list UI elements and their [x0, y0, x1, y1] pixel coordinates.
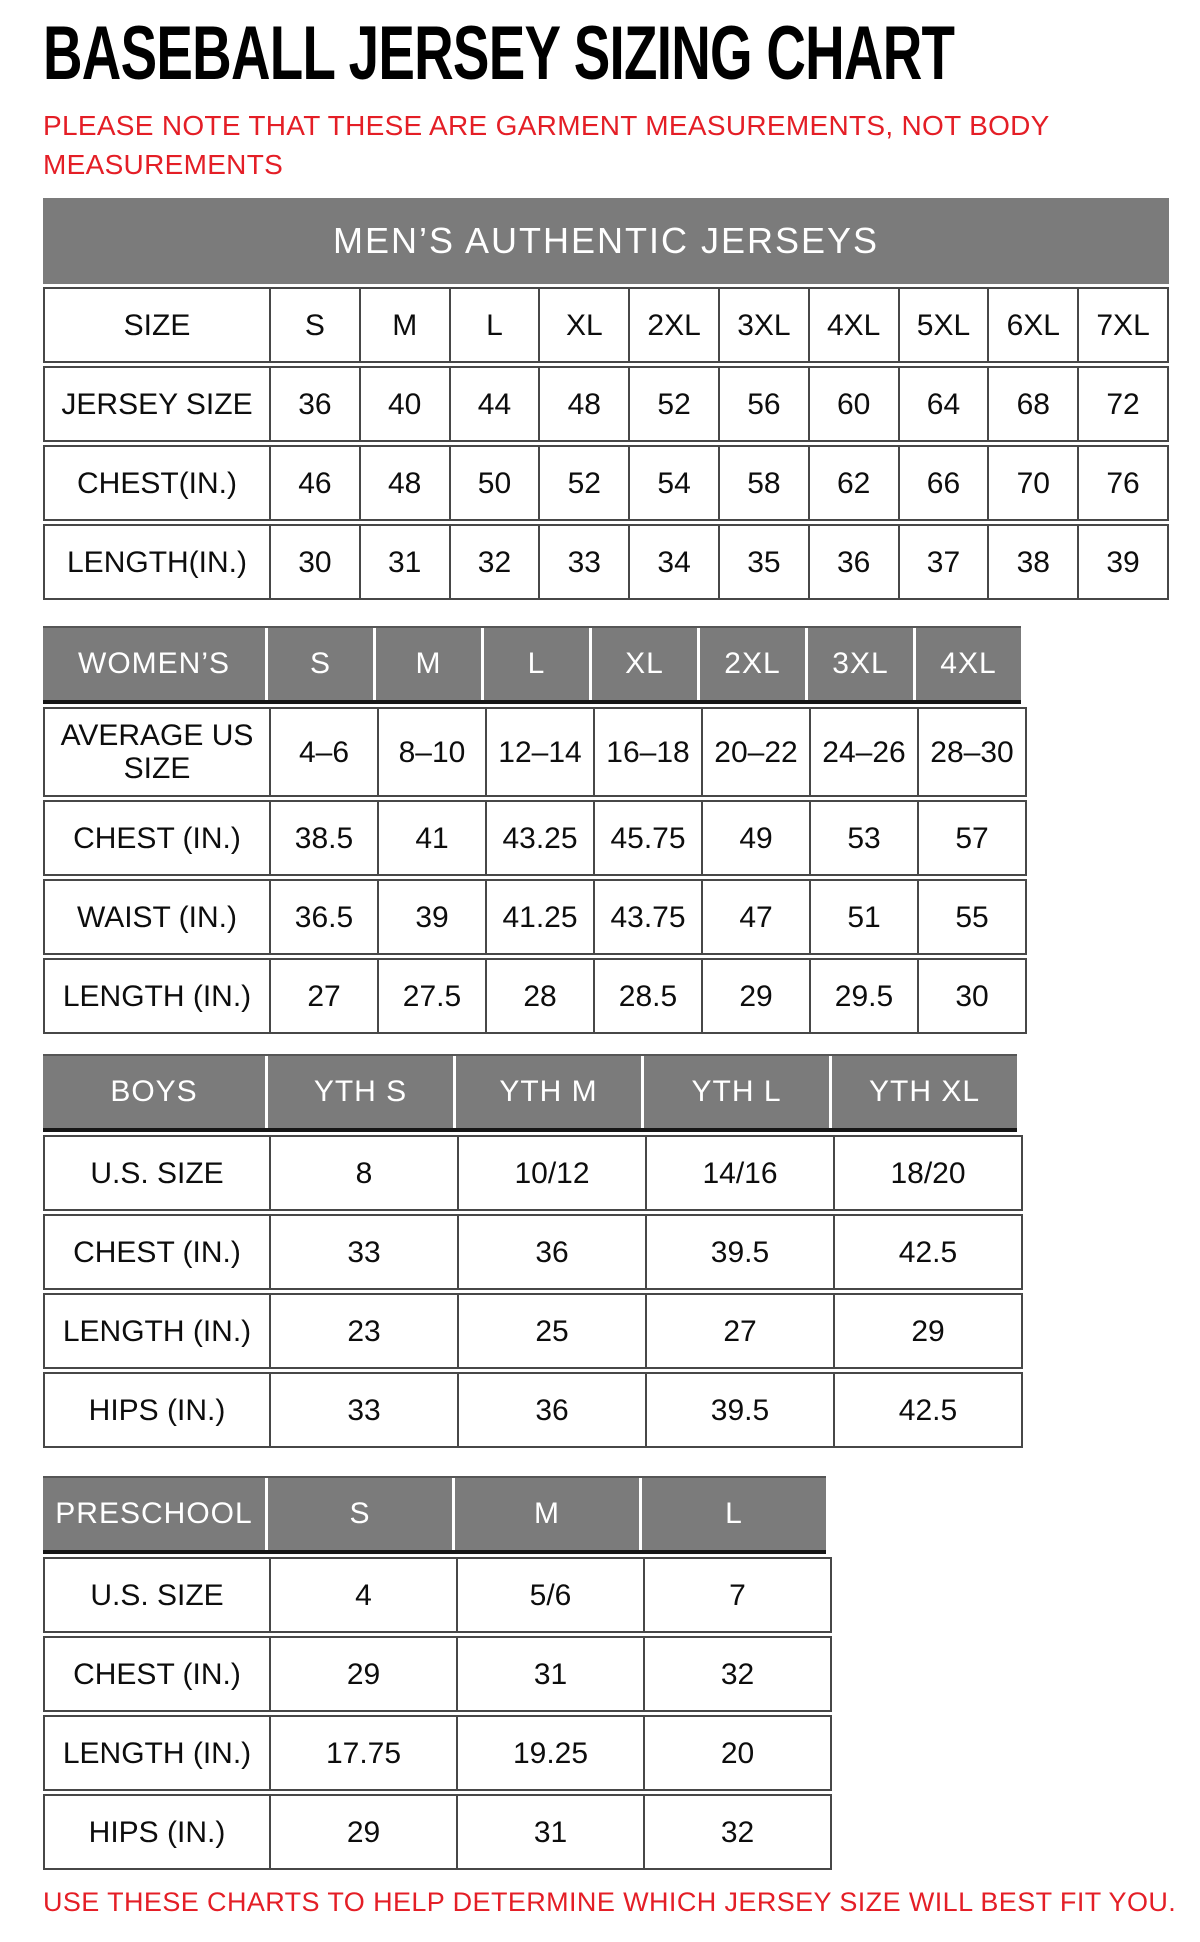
cell-value: 29.5: [809, 960, 917, 1032]
cell-value: 33: [269, 1216, 457, 1288]
cell-value: 57: [917, 802, 1025, 874]
boys-row-0: [43, 1135, 1023, 1211]
womens-row-2: [43, 879, 1027, 955]
cell-value: 55: [917, 881, 1025, 953]
mens-row-0: [43, 287, 1169, 363]
cell-value: 52: [538, 447, 628, 519]
cell-value: 29: [833, 1295, 1021, 1367]
cell-value: 58: [718, 447, 808, 519]
preschool-header-row: [43, 1476, 826, 1554]
cell-value: 36: [808, 526, 898, 598]
boys-sizing-table: [43, 1054, 1023, 1448]
cell-value: 29: [269, 1796, 456, 1868]
column-header: XL: [592, 628, 697, 700]
cell-value: 7: [643, 1559, 830, 1631]
cell-value: 39.5: [645, 1374, 833, 1446]
cell-value: 36.5: [269, 881, 377, 953]
cell-value: 33: [538, 526, 628, 598]
row-label: CHEST (IN.): [73, 1657, 241, 1691]
cell-value: 19.25: [456, 1717, 643, 1789]
womens-row-3: [43, 958, 1027, 1034]
cell-value: 5XL: [898, 289, 988, 361]
cell-value: 7XL: [1077, 289, 1167, 361]
cell-value: 56: [718, 368, 808, 440]
row-label: LENGTH(IN.): [67, 545, 247, 579]
cell-value: 51: [809, 881, 917, 953]
row-label: LENGTH (IN.): [62, 1314, 252, 1348]
column-header: YTH S: [268, 1056, 453, 1128]
column-header: L: [642, 1478, 826, 1550]
row-label: CHEST (IN.): [73, 821, 241, 855]
cell-value: M: [359, 289, 449, 361]
womens-header-row: [43, 626, 1021, 704]
cell-value: 31: [456, 1796, 643, 1868]
cell-value: 27.5: [377, 960, 485, 1032]
cell-value: XL: [538, 289, 628, 361]
cell-value: 42.5: [833, 1374, 1021, 1446]
mens-authentic-jerseys-table: [43, 198, 1169, 600]
preschool-row-2: [43, 1715, 832, 1791]
cell-value: 29: [269, 1638, 456, 1710]
row-label: HIPS (IN.): [88, 1393, 226, 1427]
cell-value: 16–18: [593, 709, 701, 795]
mens-row-3: [43, 524, 1169, 600]
cell-value: 29: [701, 960, 809, 1032]
row-label: HIPS (IN.): [88, 1815, 226, 1849]
cell-value: 28: [485, 960, 593, 1032]
womens-row-0: [43, 707, 1027, 797]
column-header: PRESCHOOL: [43, 1478, 265, 1550]
column-header: M: [455, 1478, 639, 1550]
cell-value: 4: [269, 1559, 456, 1631]
cell-value: 39: [377, 881, 485, 953]
row-label: U.S. SIZE: [90, 1578, 224, 1612]
preschool-sizing-table: [43, 1476, 832, 1870]
cell-value: 17.75: [269, 1717, 456, 1789]
cell-value: 37: [898, 526, 988, 598]
cell-value: 25: [457, 1295, 645, 1367]
mens-table-title: MEN’S AUTHENTIC JERSEYS: [43, 198, 1169, 284]
cell-value: 3XL: [718, 289, 808, 361]
cell-value: 52: [628, 368, 718, 440]
cell-value: 23: [269, 1295, 457, 1367]
cell-value: 20: [643, 1717, 830, 1789]
cell-value: 72: [1077, 368, 1167, 440]
womens-row-1: [43, 800, 1027, 876]
boys-row-2: [43, 1293, 1023, 1369]
cell-value: 64: [898, 368, 988, 440]
cell-value: 28–30: [917, 709, 1025, 795]
cell-value: 30: [917, 960, 1025, 1032]
row-label: U.S. SIZE: [90, 1156, 224, 1190]
cell-value: 34: [628, 526, 718, 598]
cell-value: L: [449, 289, 539, 361]
row-label: LENGTH (IN.): [62, 1736, 252, 1770]
cell-value: 4XL: [808, 289, 898, 361]
cell-value: 2XL: [628, 289, 718, 361]
cell-value: 44: [449, 368, 539, 440]
cell-value: 18/20: [833, 1137, 1021, 1209]
column-header: 2XL: [700, 628, 805, 700]
cell-value: 48: [359, 447, 449, 519]
cell-value: 24–26: [809, 709, 917, 795]
cell-value: 8–10: [377, 709, 485, 795]
womens-sizing-table: [43, 626, 1027, 1034]
boys-row-3: [43, 1372, 1023, 1448]
preschool-row-0: [43, 1557, 832, 1633]
cell-value: 48: [538, 368, 628, 440]
cell-value: S: [269, 289, 359, 361]
cell-value: 42.5: [833, 1216, 1021, 1288]
cell-value: 46: [269, 447, 359, 519]
cell-value: 4–6: [269, 709, 377, 795]
cell-value: 27: [269, 960, 377, 1032]
cell-value: 41.25: [485, 881, 593, 953]
cell-value: 38.5: [269, 802, 377, 874]
cell-value: 43.25: [485, 802, 593, 874]
cell-value: 32: [643, 1638, 830, 1710]
cell-value: 39.5: [645, 1216, 833, 1288]
column-header: L: [484, 628, 589, 700]
cell-value: 28.5: [593, 960, 701, 1032]
column-header: YTH XL: [832, 1056, 1017, 1128]
row-label: JERSEY SIZE: [61, 387, 253, 421]
row-label: AVERAGE US SIZE: [60, 718, 254, 786]
cell-value: 27: [645, 1295, 833, 1367]
column-header: YTH M: [456, 1056, 641, 1128]
cell-value: 10/12: [457, 1137, 645, 1209]
cell-value: 70: [987, 447, 1077, 519]
cell-value: 39: [1077, 526, 1167, 598]
column-header: S: [268, 1478, 452, 1550]
cell-value: 30: [269, 526, 359, 598]
mens-row-2: [43, 445, 1169, 521]
column-header: S: [268, 628, 373, 700]
page-title: BASEBALL JERSEY SIZING CHART: [43, 11, 955, 96]
cell-value: 8: [269, 1137, 457, 1209]
cell-value: 5/6: [456, 1559, 643, 1631]
preschool-row-3: [43, 1794, 832, 1870]
cell-value: 32: [449, 526, 539, 598]
cell-value: 33: [269, 1374, 457, 1446]
cell-value: 31: [456, 1638, 643, 1710]
cell-value: 47: [701, 881, 809, 953]
cell-value: 53: [809, 802, 917, 874]
row-label: CHEST (IN.): [73, 1235, 241, 1269]
cell-value: 41: [377, 802, 485, 874]
cell-value: 12–14: [485, 709, 593, 795]
column-header: YTH L: [644, 1056, 829, 1128]
footer-note: USE THESE CHARTS TO HELP DETERMINE WHICH JERSEY SIZE WILL BEST FIT YOU.: [43, 1887, 1177, 1918]
cell-value: 36: [457, 1216, 645, 1288]
cell-value: 43.75: [593, 881, 701, 953]
cell-value: 32: [643, 1796, 830, 1868]
cell-value: 36: [269, 368, 359, 440]
cell-value: 40: [359, 368, 449, 440]
mens-row-1: [43, 366, 1169, 442]
column-header: 4XL: [916, 628, 1021, 700]
row-label: SIZE: [123, 308, 191, 342]
cell-value: 35: [718, 526, 808, 598]
column-header: WOMEN’S: [43, 628, 265, 700]
cell-value: 36: [457, 1374, 645, 1446]
cell-value: 49: [701, 802, 809, 874]
cell-value: 66: [898, 447, 988, 519]
preschool-row-1: [43, 1636, 832, 1712]
row-label: WAIST (IN.): [77, 900, 237, 934]
cell-value: 54: [628, 447, 718, 519]
boys-header-row: [43, 1054, 1017, 1132]
column-header: BOYS: [43, 1056, 265, 1128]
cell-value: 14/16: [645, 1137, 833, 1209]
row-label: LENGTH (IN.): [62, 979, 252, 1013]
cell-value: 38: [987, 526, 1077, 598]
cell-value: 45.75: [593, 802, 701, 874]
column-header: 3XL: [808, 628, 913, 700]
row-label: CHEST(IN.): [77, 466, 237, 500]
cell-value: 31: [359, 526, 449, 598]
cell-value: 68: [987, 368, 1077, 440]
cell-value: 60: [808, 368, 898, 440]
boys-row-1: [43, 1214, 1023, 1290]
cell-value: 62: [808, 447, 898, 519]
column-header: M: [376, 628, 481, 700]
garment-measurement-note: PLEASE NOTE THAT THESE ARE GARMENT MEASUREMENTS, NOT BODY MEASUREMENTS: [43, 110, 1050, 181]
cell-value: 6XL: [987, 289, 1077, 361]
cell-value: 50: [449, 447, 539, 519]
cell-value: 20–22: [701, 709, 809, 795]
cell-value: 76: [1077, 447, 1167, 519]
